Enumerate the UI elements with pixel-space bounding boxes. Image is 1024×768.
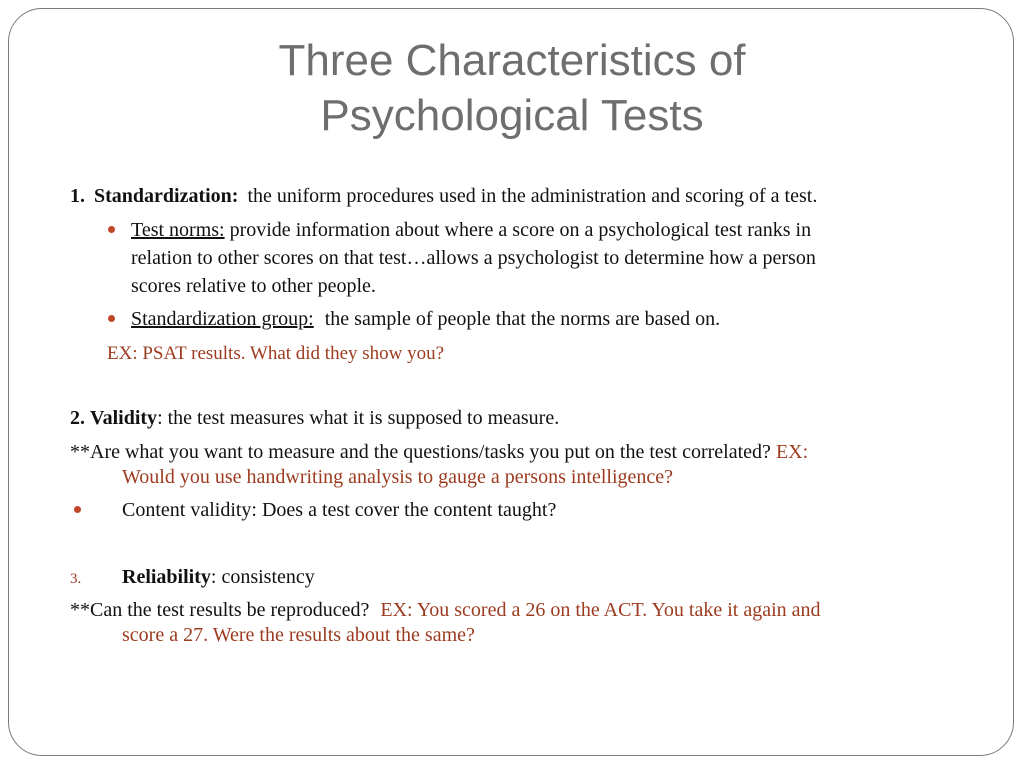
test-norms-text-1: provide information about where a score on a psychological test ranks in [224, 219, 812, 241]
section2-example: Would you use handwriting analysis to gauge a persons intelligence? [122, 466, 674, 488]
section3-term: Reliability [122, 566, 211, 588]
section2-heading [70, 406, 559, 431]
standardization-group-text: the sample of people that the norms are based on. [324, 308, 721, 330]
section1-heading [70, 184, 817, 209]
test-norms-line-3: scores relative to other people. [131, 275, 376, 297]
section1-example: EX: PSAT results. What did they show you? [107, 343, 445, 364]
section3-question: **Can the test results be reproduced? [70, 599, 370, 621]
content-validity: Content validity: Does a test cover the content taught? [122, 499, 557, 521]
standardization-group-term: Standardization group: [131, 308, 314, 330]
section1-term: Standardization: [94, 185, 239, 207]
section1-definition: the uniform procedures used in the administration and scoring of a test. [247, 185, 818, 207]
section2-question: **Are what you want to measure and the questions/tasks you put on the test correlated? [70, 441, 771, 463]
section3-example-line-2: score a 27. Were the results about the same? [122, 624, 475, 646]
section3-question-line [70, 598, 821, 623]
section2-number: 2. [70, 407, 85, 429]
section3-number: 3. [70, 571, 82, 587]
slide-title [0, 33, 1024, 143]
section2-example-ex: EX: [775, 441, 809, 463]
section2-question-line [70, 440, 808, 465]
standardization-group-line [131, 307, 720, 332]
section1-number: 1. [70, 185, 85, 207]
section3-heading [70, 565, 315, 592]
test-norms-line-2: relation to other scores on that test…allows a psychologist to determine how a person [131, 247, 816, 269]
title-line-1: Three Characteristics of [278, 36, 746, 85]
section2-term: Validity [90, 407, 158, 429]
title-line-2: Psychological Tests [320, 91, 704, 140]
section3-definition: : consistency [210, 566, 315, 588]
section2-definition: : the test measures what it is supposed to measure. [157, 407, 560, 429]
bullet-dot-icon [74, 506, 81, 513]
test-norms-line-1 [131, 218, 811, 243]
bullet-dot-icon [108, 226, 115, 233]
test-norms-term: Test norms: [131, 219, 225, 241]
bullet-dot-icon [108, 315, 115, 322]
section3-example-line-1: EX: You scored a 26 on the ACT. You take it again and [380, 599, 821, 621]
